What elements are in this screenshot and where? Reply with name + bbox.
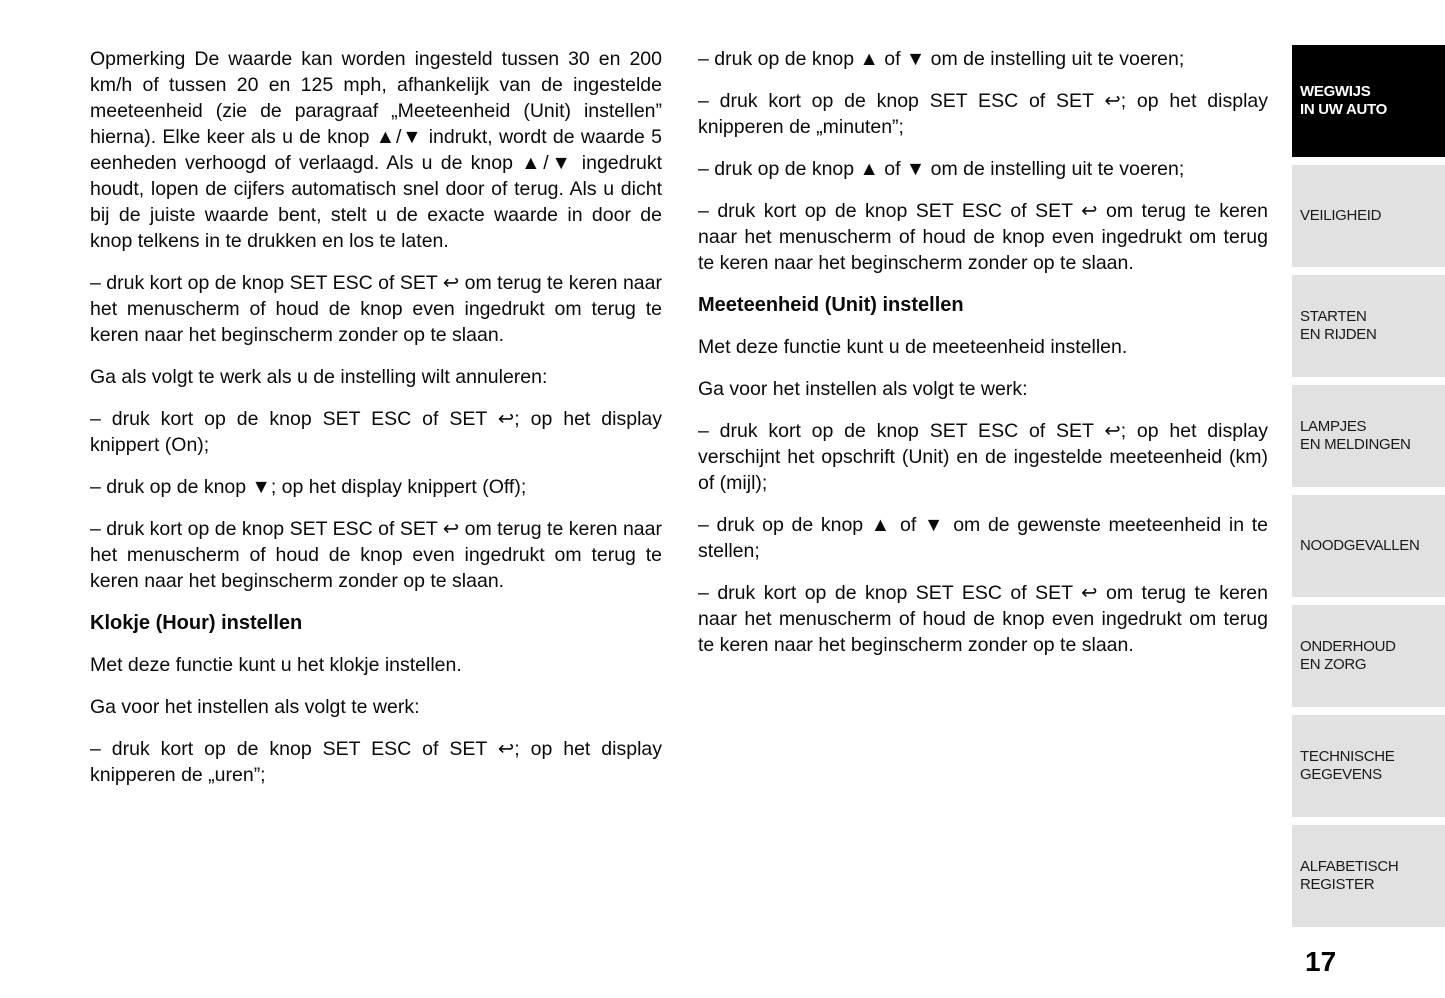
paragraph-minutes-blink: – druk kort op de knop SET ESC of SET ↩; op het display knipperen de „minuten”; <box>698 90 1268 138</box>
tab-label-line1: LAMPJES <box>1300 418 1367 435</box>
paragraph-arrows-adjust: – druk op de knop ▲ of ▼ om de instelling uit te voeren; <box>698 48 1185 70</box>
paragraph-set-esc-return-4: – druk kort op de knop SET ESC of SET ↩ om terug te keren naar het menuscherm of houd de knop even ingedrukt om terug te keren naar het beginscherm zonder op te slaan. <box>698 582 1268 656</box>
tab-label-line1: WEGWIJS <box>1300 83 1371 100</box>
paragraph-display-on: – druk kort op de knop SET ESC of SET ↩; op het display knippert (On); <box>90 408 662 456</box>
tab-label-line1: NOODGEVALLEN <box>1300 537 1420 554</box>
tab-label-line2: EN MELDINGEN <box>1300 436 1411 453</box>
tab-label-line2: EN RIJDEN <box>1300 326 1377 343</box>
page-number: 17 <box>1305 946 1337 977</box>
tab-noodgevallen <box>1292 495 1445 597</box>
tab-starten-en-rijden <box>1292 275 1445 377</box>
thumb-index <box>1292 45 1445 935</box>
tab-veiligheid <box>1292 165 1445 267</box>
tab-lampjes-en-meldingen <box>1292 385 1445 487</box>
tab-label-line1: VEILIGHEID <box>1300 207 1382 224</box>
paragraph-cancel-intro: Ga als volgt te werk als u de instelling wilt annuleren: <box>90 366 548 388</box>
left-column <box>90 46 662 804</box>
paragraph-set-esc-return-3: – druk kort op de knop SET ESC of SET ↩ om terug te keren naar het menuscherm of houd de knop even ingedrukt om terug te keren naar het beginscherm zonder op te slaan. <box>698 200 1268 274</box>
paragraph-note-value-range: Opmerking De waarde kan worden ingesteld tussen 30 en 200 km/h of tussen 20 en 125 mph, afhankelijk van de ingestelde meeteenheid (zie de paragraaf „Meeteenheid (Unit) instellen” hierna). Elke keer als u de knop ▲/▼ indrukt, wordt de waarde 5 eenheden verhoogd of verlaagd. Als u de knop ▲/▼ ingedrukt houdt, lopen de cijfers automatisch snel door of terug. Als u dicht bij de juiste waarde bent, stelt u de exacte waarde in door de knop telkens in te drukken en los te laten. <box>90 48 662 252</box>
paragraph-display-off: – druk op de knop ▼; op het display knippert (Off); <box>90 476 527 498</box>
paragraph-arrows-adjust-2: – druk op de knop ▲ of ▼ om de instelling uit te voeren; <box>698 158 1185 180</box>
tab-label-line1: STARTEN <box>1300 308 1367 325</box>
tab-label-line2: EN ZORG <box>1300 656 1367 673</box>
paragraph-set-esc-return: – druk kort op de knop SET ESC of SET ↩ om terug te keren naar het menuscherm of houd de knop even ingedrukt om terug te keren naar het beginscherm zonder op te slaan. <box>90 272 662 346</box>
right-column <box>698 46 1268 674</box>
tab-wegwijs-in-uw-auto <box>1292 45 1445 157</box>
tab-label-line2: REGISTER <box>1300 876 1375 893</box>
paragraph-hours-blink: – druk kort op de knop SET ESC of SET ↩; op het display knipperen de „uren”; <box>90 738 662 786</box>
paragraph-unit-function: Met deze functie kunt u de meeteenheid instellen. <box>698 336 1128 358</box>
tab-onderhoud-en-zorg <box>1292 605 1445 707</box>
paragraph-clock-function: Met deze functie kunt u het klokje instellen. <box>90 654 462 676</box>
tab-technische-gegevens <box>1292 715 1445 817</box>
section-heading-meeteenheid-unit-instellen: Meeteenheid (Unit) instellen <box>698 294 964 316</box>
tab-label-line1: ONDERHOUD <box>1300 638 1396 655</box>
paragraph-unit-steps-intro: Ga voor het instellen als volgt te werk: <box>698 378 1028 400</box>
tab-label-line1: ALFABETISCH <box>1300 858 1399 875</box>
section-heading-klokje-hour-instellen: Klokje (Hour) instellen <box>90 612 303 634</box>
tab-label-line1: TECHNISCHE <box>1300 748 1395 765</box>
paragraph-unit-select: – druk op de knop ▲ of ▼ om de gewenste meeteenheid in te stellen; <box>698 514 1268 562</box>
tab-label-line2: IN UW AUTO <box>1300 101 1387 118</box>
tab-alfabetisch-register <box>1292 825 1445 927</box>
tab-label-line2: GEGEVENS <box>1300 766 1382 783</box>
paragraph-unit-display: – druk kort op de knop SET ESC of SET ↩; op het display verschijnt het opschrift (Unit) en de ingestelde meeteenheid (km) of (mijl); <box>698 420 1268 494</box>
paragraph-clock-steps-intro: Ga voor het instellen als volgt te werk: <box>90 696 420 718</box>
paragraph-set-esc-return-2: – druk kort op de knop SET ESC of SET ↩ om terug te keren naar het menuscherm of houd de knop even ingedrukt om terug te keren naar het beginscherm zonder op te slaan. <box>90 518 662 592</box>
